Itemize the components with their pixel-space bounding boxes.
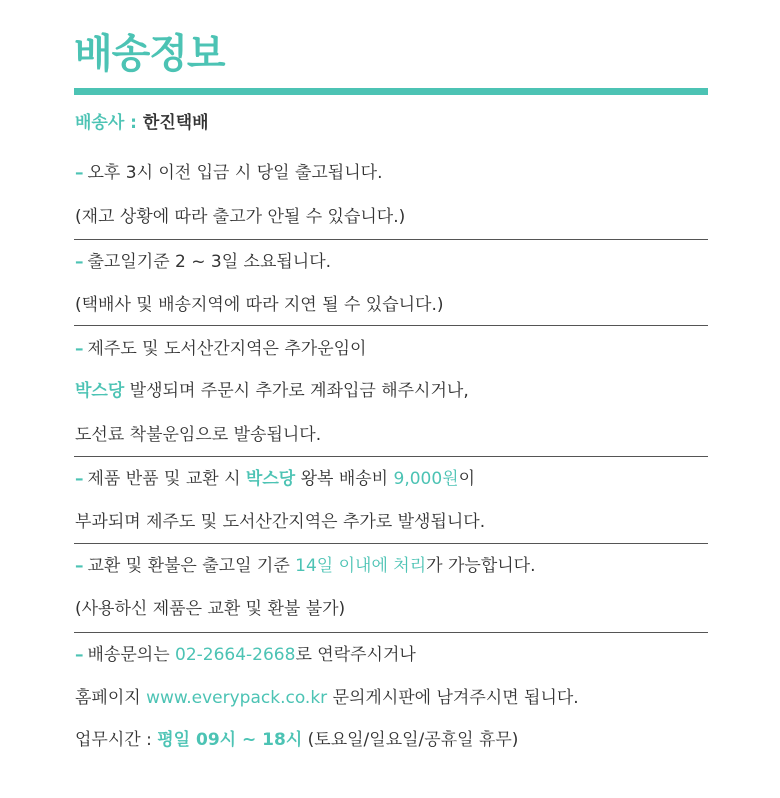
website-text-b: 문의게시판에 남겨주시면 됩니다. bbox=[327, 688, 579, 708]
divider bbox=[74, 543, 708, 544]
carrier-value: 한진택배 bbox=[142, 113, 209, 133]
title-underline bbox=[74, 88, 708, 95]
bullet-dash: – bbox=[75, 163, 84, 183]
contact-website-line bbox=[75, 687, 579, 709]
return-fee-text-c: 이 bbox=[458, 469, 476, 489]
business-hours-label: 업무시간 : bbox=[75, 730, 158, 750]
remote-area-text: 제주도 및 도서산간지역은 추가운임이 bbox=[87, 339, 367, 359]
used-item-note-line bbox=[75, 598, 345, 620]
page-title: 배송정보 bbox=[74, 31, 225, 77]
return-fee-text-b: 왕복 배송비 bbox=[295, 469, 394, 489]
contact-phone-line bbox=[75, 644, 416, 666]
per-box-highlight: 박스당 bbox=[75, 381, 125, 401]
ferry-fee-line bbox=[75, 424, 321, 446]
used-item-note-text: (사용하신 제품은 교환 및 환불 불가) bbox=[75, 599, 346, 619]
website-link[interactable]: www.everypack.co.kr bbox=[146, 688, 328, 708]
remote-area-line bbox=[75, 338, 366, 360]
bullet-dash: – bbox=[75, 556, 84, 576]
website-text-a: 홈페이지 bbox=[75, 688, 147, 708]
return-fee-note-text: 부과되며 제주도 및 도서산간지역은 추가로 발생됩니다. bbox=[75, 512, 486, 532]
contact-phone-number[interactable]: 02-2664-2668 bbox=[175, 645, 296, 665]
business-hours-line bbox=[75, 729, 518, 751]
exchange-policy-text-a: 교환 및 환불은 출고일 기준 bbox=[87, 556, 296, 576]
delay-note-text: (택배사 및 배송지역에 따라 지연 될 수 있습니다.) bbox=[75, 295, 444, 315]
carrier-line bbox=[75, 108, 209, 133]
remote-area-fee-line bbox=[75, 380, 469, 402]
divider bbox=[74, 239, 708, 240]
exchange-policy-line bbox=[75, 555, 536, 577]
stock-note-line bbox=[75, 206, 405, 228]
lead-time-text: 출고일기준 2 ~ 3일 소요됩니다. bbox=[87, 252, 332, 272]
stock-note-text: (재고 상황에 따라 출고가 안될 수 있습니다.) bbox=[75, 207, 406, 227]
bullet-dash: – bbox=[75, 339, 84, 359]
business-hours-note: (토요일/일요일/공휴일 휴무) bbox=[302, 730, 519, 750]
bullet-dash: – bbox=[75, 645, 84, 665]
return-fee-text-a: 제품 반품 및 교환 시 bbox=[87, 469, 246, 489]
per-box-highlight: 박스당 bbox=[245, 469, 296, 489]
exchange-policy-text-b: 가 가능합니다. bbox=[426, 556, 536, 576]
delay-note-line bbox=[75, 294, 444, 316]
return-fee-line bbox=[75, 468, 475, 490]
bullet-dash: – bbox=[75, 252, 84, 272]
return-fee-amount: 9,000원 bbox=[393, 469, 459, 489]
remote-area-fee-text: 발생되며 주문시 추가로 계좌입금 해주시거나, bbox=[124, 381, 469, 401]
shipping-time-line bbox=[75, 162, 382, 184]
exchange-period-highlight: 14일 이내에 처리 bbox=[295, 556, 427, 576]
carrier-label: 배송사 : bbox=[75, 113, 143, 133]
business-hours-highlight: 평일 09시 ~ 18시 bbox=[157, 730, 303, 750]
shipping-time-text: 오후 3시 이전 입금 시 당일 출고됩니다. bbox=[87, 163, 383, 183]
ferry-fee-text: 도선료 착불운임으로 발송됩니다. bbox=[75, 425, 322, 445]
contact-text-b: 로 연락주시거나 bbox=[295, 645, 416, 665]
divider bbox=[74, 632, 708, 633]
bullet-dash: – bbox=[75, 469, 84, 489]
lead-time-line bbox=[75, 251, 331, 273]
contact-text-a: 배송문의는 bbox=[87, 645, 176, 665]
return-fee-note-line bbox=[75, 511, 485, 533]
divider bbox=[74, 456, 708, 457]
divider bbox=[74, 325, 708, 326]
